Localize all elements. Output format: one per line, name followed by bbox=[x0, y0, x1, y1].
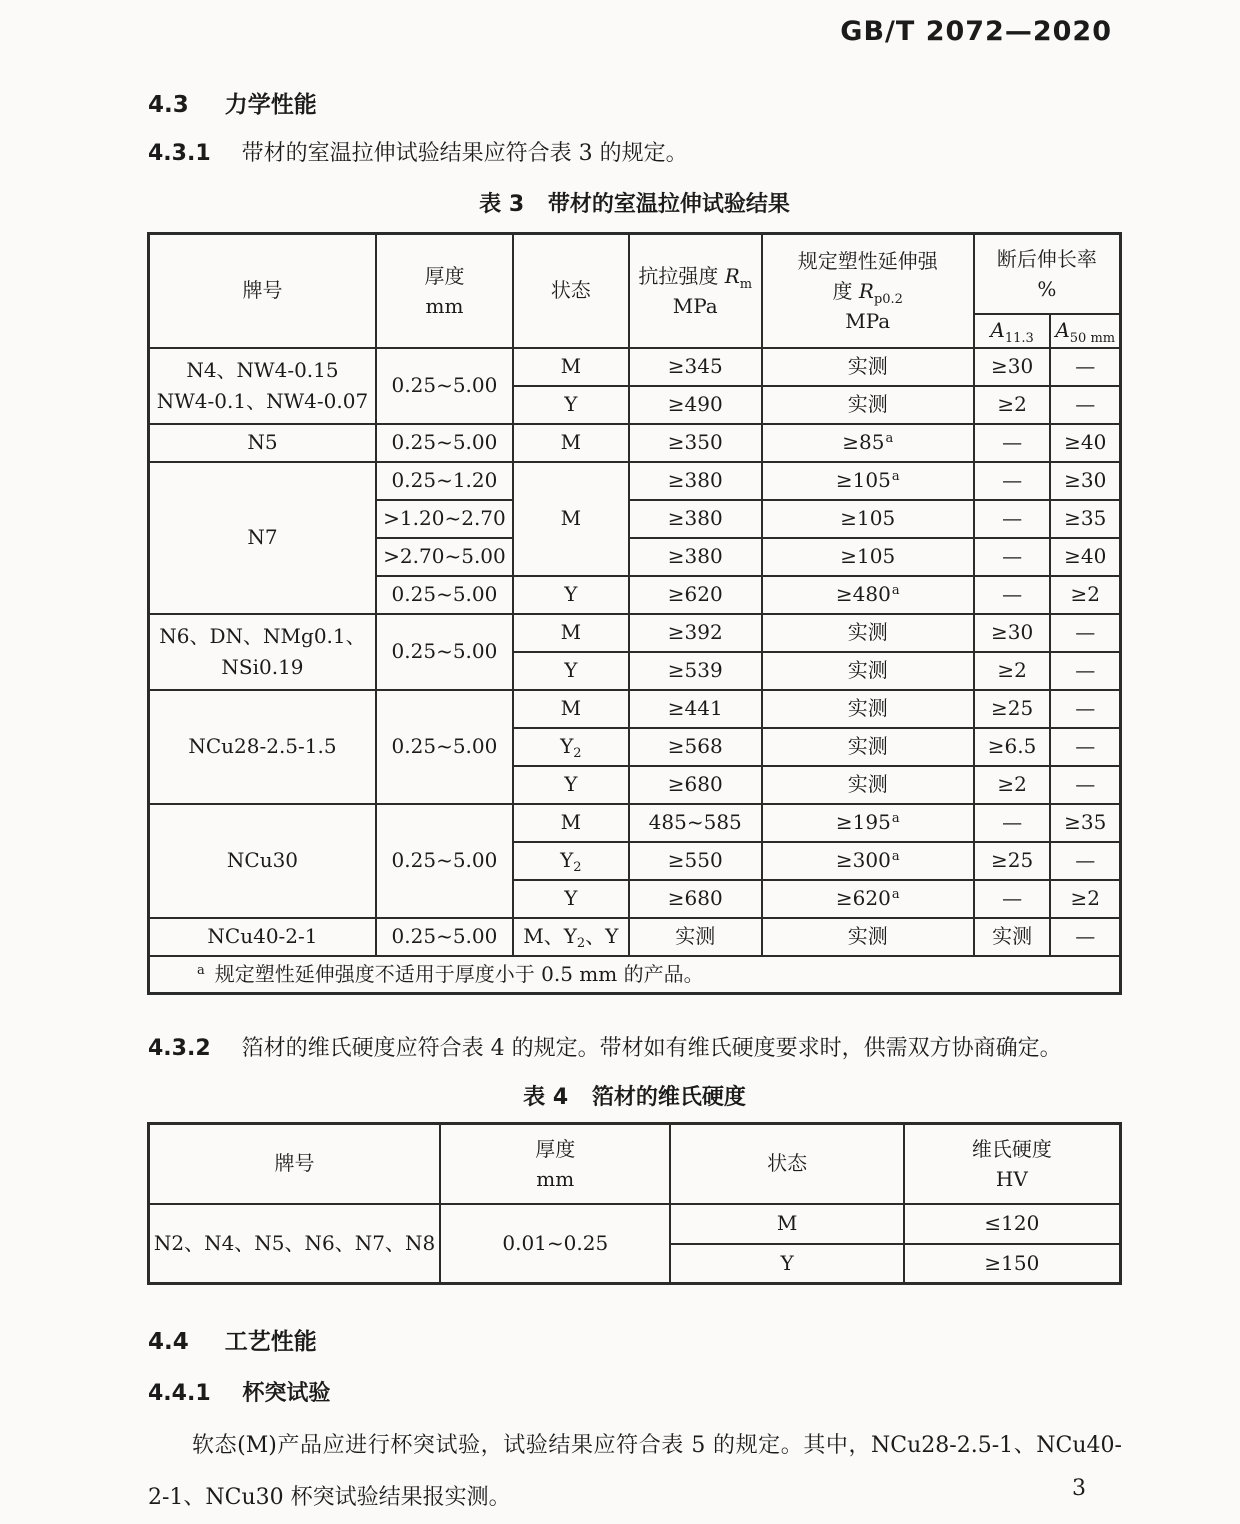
table-cell: >1.20~2.70 bbox=[376, 500, 513, 538]
table-cell: $\ge 105^a$ bbox=[762, 462, 974, 500]
footnote-text: 规定塑性延伸强度不适用于厚度小于 0.5 mm 的产品。 bbox=[214, 961, 704, 986]
table-cell: — bbox=[1050, 386, 1120, 424]
table3-title bbox=[147, 187, 1122, 218]
table4-title bbox=[147, 1080, 1122, 1111]
body-paragraph: 软态(M)产品应进行杯突试验，试验结果应符合表 5 的规定。其中，NCu28-2.5-1、NCu40-2-1、NCu30 杯突试验结果报实测。 bbox=[148, 1433, 1122, 1510]
table-cell: M bbox=[513, 804, 629, 842]
table-cell: 实测 bbox=[762, 614, 974, 652]
col-header-thickness: 厚度 mm bbox=[440, 1124, 670, 1204]
section-number: 4.3 bbox=[148, 92, 189, 118]
table-cell: ≥2 bbox=[1050, 576, 1120, 614]
col-header-a11-3: $A_{11.3}$ bbox=[974, 314, 1051, 348]
col-header-grade: 牌号 bbox=[149, 1124, 441, 1204]
table-row bbox=[149, 462, 1121, 500]
table-cell: — bbox=[974, 804, 1051, 842]
table-cell: ≥105 bbox=[762, 538, 974, 576]
table-row bbox=[149, 1204, 1121, 1244]
table-cell: 0.25~5.00 bbox=[376, 804, 513, 918]
table-cell: ≥40 bbox=[1050, 538, 1120, 576]
table-cell: ≥2 bbox=[1050, 880, 1120, 918]
table-cell: 0.25~5.00 bbox=[376, 424, 513, 462]
table-cell: ≥6.5 bbox=[974, 728, 1051, 766]
table-cell: ≥150 bbox=[904, 1244, 1121, 1284]
table-row bbox=[149, 348, 1121, 386]
table3-title-label: 表 3 bbox=[479, 192, 525, 217]
table-cell: 0.25~5.00 bbox=[376, 918, 513, 956]
table-cell: ≥2 bbox=[974, 386, 1051, 424]
table-cell: M、$Y_2$、Y bbox=[513, 918, 629, 956]
table-cell: 0.25~5.00 bbox=[376, 690, 513, 804]
table-row bbox=[149, 690, 1121, 728]
table-cell: — bbox=[974, 538, 1051, 576]
table-cell: Y bbox=[513, 386, 629, 424]
table-cell: M bbox=[513, 348, 629, 386]
table-cell: NCu40-2-1 bbox=[149, 918, 376, 956]
table-cell: ≥539 bbox=[629, 652, 762, 690]
table-cell: ≥380 bbox=[629, 462, 762, 500]
table-cell: — bbox=[1050, 652, 1120, 690]
table-cell: — bbox=[974, 880, 1051, 918]
table-cell: Y bbox=[513, 576, 629, 614]
table-row bbox=[149, 614, 1121, 652]
section-title: 工艺性能 bbox=[224, 1329, 317, 1355]
section-heading-4-4 bbox=[148, 1323, 317, 1356]
table-cell: Y bbox=[513, 766, 629, 804]
table-row bbox=[149, 424, 1121, 462]
col-header-grade: 牌号 bbox=[149, 234, 376, 348]
table-cell: NCu28-2.5-1.5 bbox=[149, 690, 376, 804]
table-row bbox=[149, 804, 1121, 842]
footnote-marker: a bbox=[197, 962, 205, 978]
table-cell: 实测 bbox=[762, 728, 974, 766]
table-cell: — bbox=[974, 500, 1051, 538]
table-cell: — bbox=[1050, 728, 1120, 766]
table-cell: ≥35 bbox=[1050, 500, 1120, 538]
table-cell: ≥441 bbox=[629, 690, 762, 728]
table-cell: M bbox=[670, 1204, 903, 1244]
table-cell: 实测 bbox=[762, 652, 974, 690]
table-cell: 实测 bbox=[762, 386, 974, 424]
table-cell: N4、NW4-0.15 NW4-0.1、NW4-0.07 bbox=[149, 348, 376, 424]
col-header-proof-strength: 规定塑性延伸强度 $R_{p0.2}$ MPa bbox=[762, 234, 974, 348]
clause-number: 4.3.1 bbox=[148, 141, 211, 166]
table-cell: ≥2 bbox=[974, 766, 1051, 804]
clause-4-3-1 bbox=[148, 136, 688, 167]
table-cell: ≥30 bbox=[974, 348, 1051, 386]
table-footnote bbox=[149, 956, 1121, 994]
table-cell: ≥680 bbox=[629, 766, 762, 804]
clause-text: 箔材的维氏硬度应符合表 4 的规定。带材如有维氏硬度要求时，供需双方协商确定。 bbox=[241, 1036, 1062, 1061]
page-number: 3 bbox=[1072, 1476, 1086, 1501]
section-number: 4.4 bbox=[148, 1329, 189, 1355]
table-cell: $\ge 480^a$ bbox=[762, 576, 974, 614]
table4-vickers-hardness bbox=[147, 1122, 1122, 1285]
table-cell: 0.25~5.00 bbox=[376, 614, 513, 690]
table-cell: ≥35 bbox=[1050, 804, 1120, 842]
col-header-hardness: 维氏硬度 HV bbox=[904, 1124, 1121, 1204]
table-cell: N2、N4、N5、N6、N7、N8 bbox=[149, 1204, 441, 1284]
table-cell: 实测 bbox=[762, 766, 974, 804]
table-cell: $Y_2$ bbox=[513, 842, 629, 880]
table-cell: M bbox=[513, 462, 629, 576]
table-cell: ≥30 bbox=[1050, 462, 1120, 500]
section-heading-4-4-1 bbox=[148, 1376, 330, 1407]
table-cell: 0.25~1.20 bbox=[376, 462, 513, 500]
table-cell: 实测 bbox=[629, 918, 762, 956]
col-header-state: 状态 bbox=[513, 234, 629, 348]
table-cell: 实测 bbox=[974, 918, 1051, 956]
table-cell: Y bbox=[670, 1244, 903, 1284]
table-cell: NCu30 bbox=[149, 804, 376, 918]
col-header-tensile-strength: 抗拉强度 $R_m$ MPa bbox=[629, 234, 762, 348]
table-cell: ≥25 bbox=[974, 690, 1051, 728]
table-cell: N5 bbox=[149, 424, 376, 462]
table-cell: $\ge 300^a$ bbox=[762, 842, 974, 880]
table-cell: ≥680 bbox=[629, 880, 762, 918]
standard-code: GB/T 2072—2020 bbox=[840, 16, 1112, 47]
table3-title-text: 带材的室温拉伸试验结果 bbox=[547, 192, 790, 217]
table-cell: ≥105 bbox=[762, 500, 974, 538]
table-cell: ≥350 bbox=[629, 424, 762, 462]
col-header-a50mm: $A_{50 mm}$ bbox=[1050, 314, 1120, 348]
col-header-elongation: 断后伸长率 % bbox=[974, 234, 1121, 314]
table-cell: M bbox=[513, 424, 629, 462]
table-cell: ≥380 bbox=[629, 538, 762, 576]
table-cell: — bbox=[1050, 348, 1120, 386]
table-cell: $\ge 195^a$ bbox=[762, 804, 974, 842]
section-title: 力学性能 bbox=[224, 92, 317, 118]
table-cell: Y bbox=[513, 652, 629, 690]
table-cell: ≥345 bbox=[629, 348, 762, 386]
section-number: 4.4.1 bbox=[148, 1381, 211, 1406]
table-header-row bbox=[149, 1124, 1121, 1204]
table-cell: $\ge 620^a$ bbox=[762, 880, 974, 918]
table-cell: 0.25~5.00 bbox=[376, 576, 513, 614]
table-cell: N6、DN、NMg0.1、NSi0.19 bbox=[149, 614, 376, 690]
table-cell: ≥392 bbox=[629, 614, 762, 652]
clause-4-3-2 bbox=[148, 1031, 1062, 1062]
table3-tensile-test-results bbox=[147, 232, 1122, 995]
table-cell: 0.01~0.25 bbox=[440, 1204, 670, 1284]
table-cell: — bbox=[1050, 614, 1120, 652]
table4-title-text: 箔材的维氏硬度 bbox=[591, 1085, 746, 1110]
table-cell: ≥40 bbox=[1050, 424, 1120, 462]
table-cell: >2.70~5.00 bbox=[376, 538, 513, 576]
table-cell: ≥550 bbox=[629, 842, 762, 880]
table-cell: — bbox=[974, 576, 1051, 614]
table-cell: M bbox=[513, 690, 629, 728]
table-cell: ≥620 bbox=[629, 576, 762, 614]
table-cell: $Y_2$ bbox=[513, 728, 629, 766]
table4-title-label: 表 4 bbox=[523, 1085, 569, 1110]
table-cell: ≥2 bbox=[974, 652, 1051, 690]
footnote-row bbox=[149, 956, 1121, 994]
table-cell: 0.25~5.00 bbox=[376, 348, 513, 424]
table-cell: Y bbox=[513, 880, 629, 918]
table-cell: 实测 bbox=[762, 348, 974, 386]
clause-number: 4.3.2 bbox=[148, 1036, 211, 1061]
table-cell: — bbox=[1050, 766, 1120, 804]
table-cell: — bbox=[1050, 842, 1120, 880]
section-heading-4-3 bbox=[148, 86, 317, 119]
col-header-state: 状态 bbox=[670, 1124, 903, 1204]
table-cell: ≥30 bbox=[974, 614, 1051, 652]
section-title: 杯突试验 bbox=[242, 1381, 331, 1406]
table-cell: — bbox=[1050, 690, 1120, 728]
table-cell: — bbox=[974, 424, 1051, 462]
table-cell: M bbox=[513, 614, 629, 652]
table-cell: ≥380 bbox=[629, 500, 762, 538]
table-row bbox=[149, 918, 1121, 956]
table-cell: — bbox=[974, 462, 1051, 500]
clause-text: 带材的室温拉伸试验结果应符合表 3 的规定。 bbox=[241, 141, 688, 166]
table-cell: ≥25 bbox=[974, 842, 1051, 880]
table-header-row bbox=[149, 234, 1121, 314]
table-cell: $\ge 85^a$ bbox=[762, 424, 974, 462]
table-cell: ≥568 bbox=[629, 728, 762, 766]
table-cell: ≤120 bbox=[904, 1204, 1121, 1244]
table-cell: 485~585 bbox=[629, 804, 762, 842]
table-cell: 实测 bbox=[762, 690, 974, 728]
table-cell: N7 bbox=[149, 462, 376, 614]
col-header-thickness: 厚度 mm bbox=[376, 234, 513, 348]
table-cell: 实测 bbox=[762, 918, 974, 956]
table-cell: ≥490 bbox=[629, 386, 762, 424]
table-cell: — bbox=[1050, 918, 1120, 956]
